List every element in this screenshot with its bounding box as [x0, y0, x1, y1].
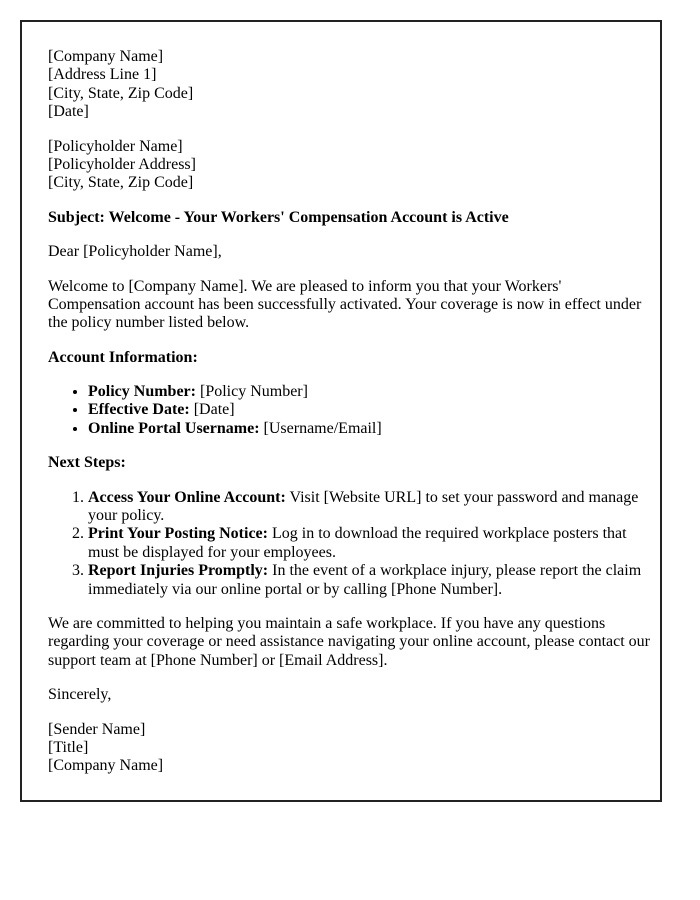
account-information-heading: Account Information: [48, 348, 198, 366]
effective-date-label: Effective Date: [88, 401, 190, 419]
account-information-list [48, 383, 650, 438]
policy-number-value: [Policy Number] [199, 383, 308, 401]
list-item-effective-date [88, 401, 650, 419]
letter-document [20, 20, 662, 802]
signature-block [48, 721, 650, 776]
list-item-policy-number [88, 383, 650, 401]
salutation: Dear [Policyholder Name], [48, 243, 222, 261]
policy-number-label: Policy Number: [88, 383, 196, 401]
step-3-label: Report Injuries Promptly: [88, 562, 269, 580]
intro-paragraph: Welcome to [Company Name]. We are pleased to inform you that your Workers' Compensation account has been successfully activated. Your coverage is now in effect under the policy number listed below. [48, 277, 642, 332]
sender-address-line: [Address Line 1] [48, 66, 157, 84]
step-1-text: Visit [Website URL] to set your password and manage your policy. [88, 488, 639, 525]
sender-city-state-zip: [City, State, Zip Code] [48, 84, 194, 102]
letter-date: [Date] [48, 103, 89, 121]
sender-address-block [48, 48, 650, 122]
step-1-label: Access Your Online Account: [88, 488, 286, 506]
next-steps-list [48, 489, 650, 599]
recipient-name: [Policyholder Name] [48, 137, 183, 155]
sender-title: [Title] [48, 738, 89, 756]
recipient-address-block [48, 138, 650, 193]
sender-company-name: [Company Name] [48, 48, 164, 65]
recipient-address-line: [Policyholder Address] [48, 155, 196, 173]
step-2-label: Print Your Posting Notice: [88, 525, 268, 543]
step-report-injuries [88, 562, 650, 599]
step-3-text: In the event of a workplace injury, please report the claim immediately via our online portal or by calling [Phone Number]. [88, 562, 642, 598]
portal-username-label: Online Portal Username: [88, 419, 260, 437]
next-steps-heading: Next Steps: [48, 454, 126, 472]
step-access-online-account [88, 489, 650, 526]
list-item-portal-username [88, 420, 650, 438]
subject-line: Subject: Welcome - Your Workers' Compensation Account is Active [48, 208, 509, 226]
valediction: Sincerely, [48, 686, 112, 704]
effective-date-value: [Date] [193, 401, 235, 419]
sender-name: [Sender Name] [48, 720, 146, 738]
recipient-city-state-zip: [City, State, Zip Code] [48, 174, 194, 192]
closing-paragraph: We are committed to helping you maintain a safe workplace. If you have any questions regarding your coverage or need assistance navigating your online account, please contact our support team at [Phone Number] or [Email Address]. [48, 614, 650, 669]
portal-username-value: [Username/Email] [263, 419, 382, 437]
sender-company: [Company Name] [48, 757, 164, 775]
step-print-posting-notice [88, 525, 650, 562]
step-2-text: Log in to download the required workplace posters that must be displayed for your employees. [88, 525, 627, 561]
